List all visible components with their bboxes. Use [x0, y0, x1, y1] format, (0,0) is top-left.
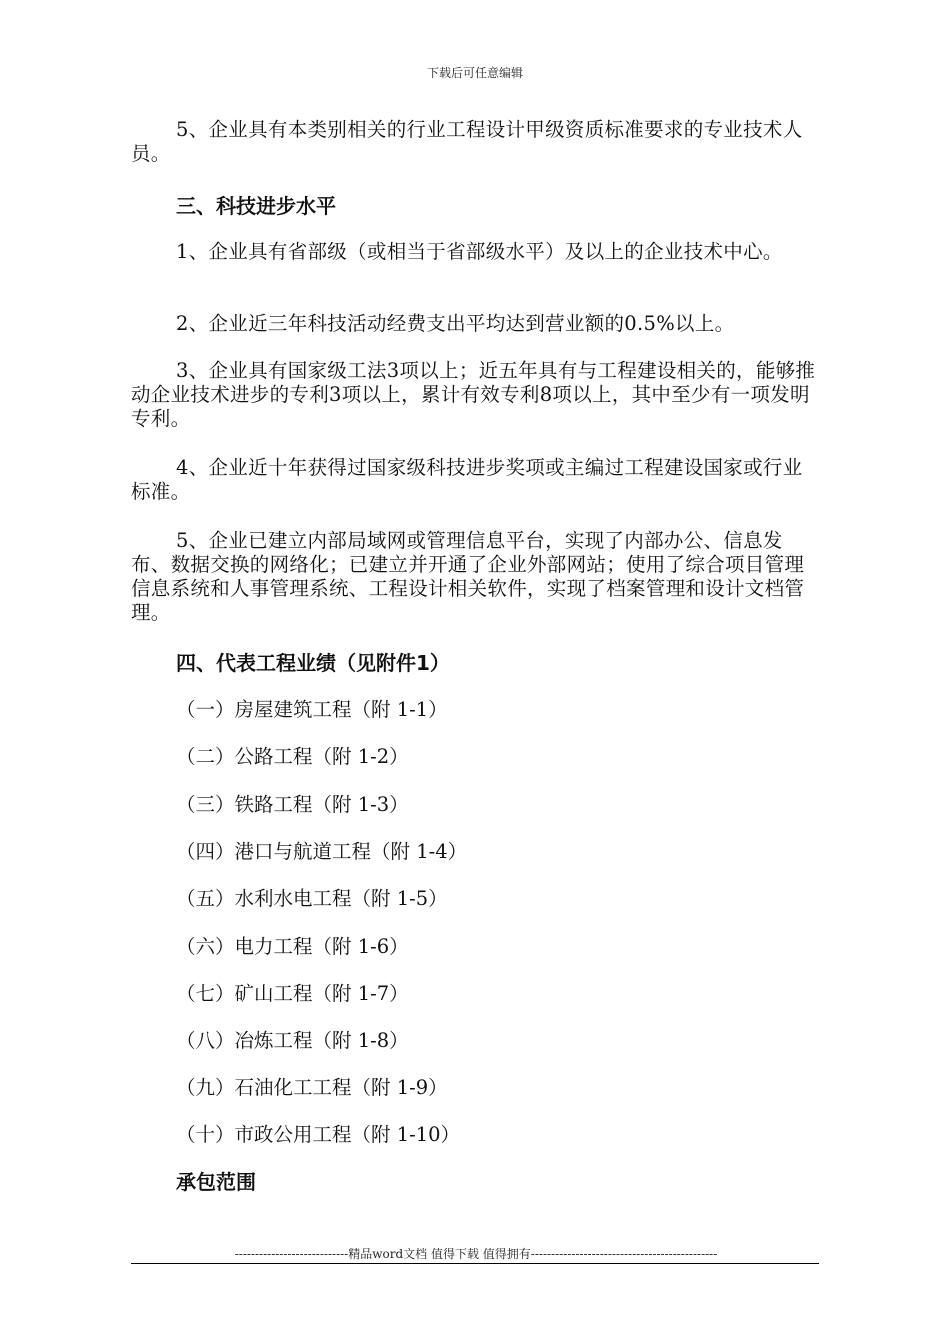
- page-footer: ----------------------------精品word文档 值得下载 值得拥有----------------------------------------------: [234, 1247, 718, 1261]
- list-item: （六）电力工程（附 1-6）: [176, 935, 409, 958]
- footer-divider: [131, 1263, 819, 1264]
- list-item: （二）公路工程（附 1-2）: [176, 745, 409, 768]
- list-item: （八）冶炼工程（附 1-8）: [176, 1029, 409, 1052]
- section-heading-tech-progress: 三、科技进步水平: [176, 194, 336, 218]
- list-item: （一）房屋建筑工程（附 1-1）: [176, 698, 448, 721]
- list-item: （四）港口与航道工程（附 1-4）: [176, 840, 468, 863]
- paragraph-rd-spending: 2、企业近三年科技活动经费支出平均达到营业额的0.5%以上。: [176, 312, 735, 335]
- list-item: （三）铁路工程（附 1-3）: [176, 793, 409, 816]
- paragraph-national-awards: 4、企业近十年获得过国家级科技进步奖项或主编过工程建设国家或行业标准。: [131, 456, 803, 503]
- paragraph-tech-center: 1、企业具有省部级（或相当于省部级水平）及以上的企业技术中心。: [176, 240, 783, 263]
- page-header: 下载后可任意编辑: [426, 66, 523, 80]
- section-heading-representative-projects: 四、代表工程业绩（见附件1）: [176, 651, 450, 675]
- paragraph-information-systems: 5、企业已建立内部局域网或管理信息平台，实现了内部办公、信息发布、数据交换的网络化；已建立并开通了企业外部网站；使用了综合项目管理信息系统和人事管理系统、工程设计相关软件，实现了档案管理和设计文档管理。: [131, 529, 805, 624]
- list-item: （九）石油化工工程（附 1-9）: [176, 1076, 448, 1099]
- list-item: （十）市政公用工程（附 1-10）: [176, 1123, 461, 1146]
- paragraph-qualified-staff: 5、企业具有本类别相关的行业工程设计甲级资质标准要求的专业技术人员。: [131, 118, 803, 165]
- section-heading-contract-scope: 承包范围: [176, 1170, 256, 1194]
- list-item: （五）水利水电工程（附 1-5）: [176, 887, 448, 910]
- paragraph-patents: 3、企业具有国家级工法3项以上；近五年具有与工程建设相关的，能够推动企业技术进步的专利3项以上，累计有效专利8项以上，其中至少有一项发明专利。: [131, 359, 816, 430]
- list-item: （七）矿山工程（附 1-7）: [176, 982, 409, 1005]
